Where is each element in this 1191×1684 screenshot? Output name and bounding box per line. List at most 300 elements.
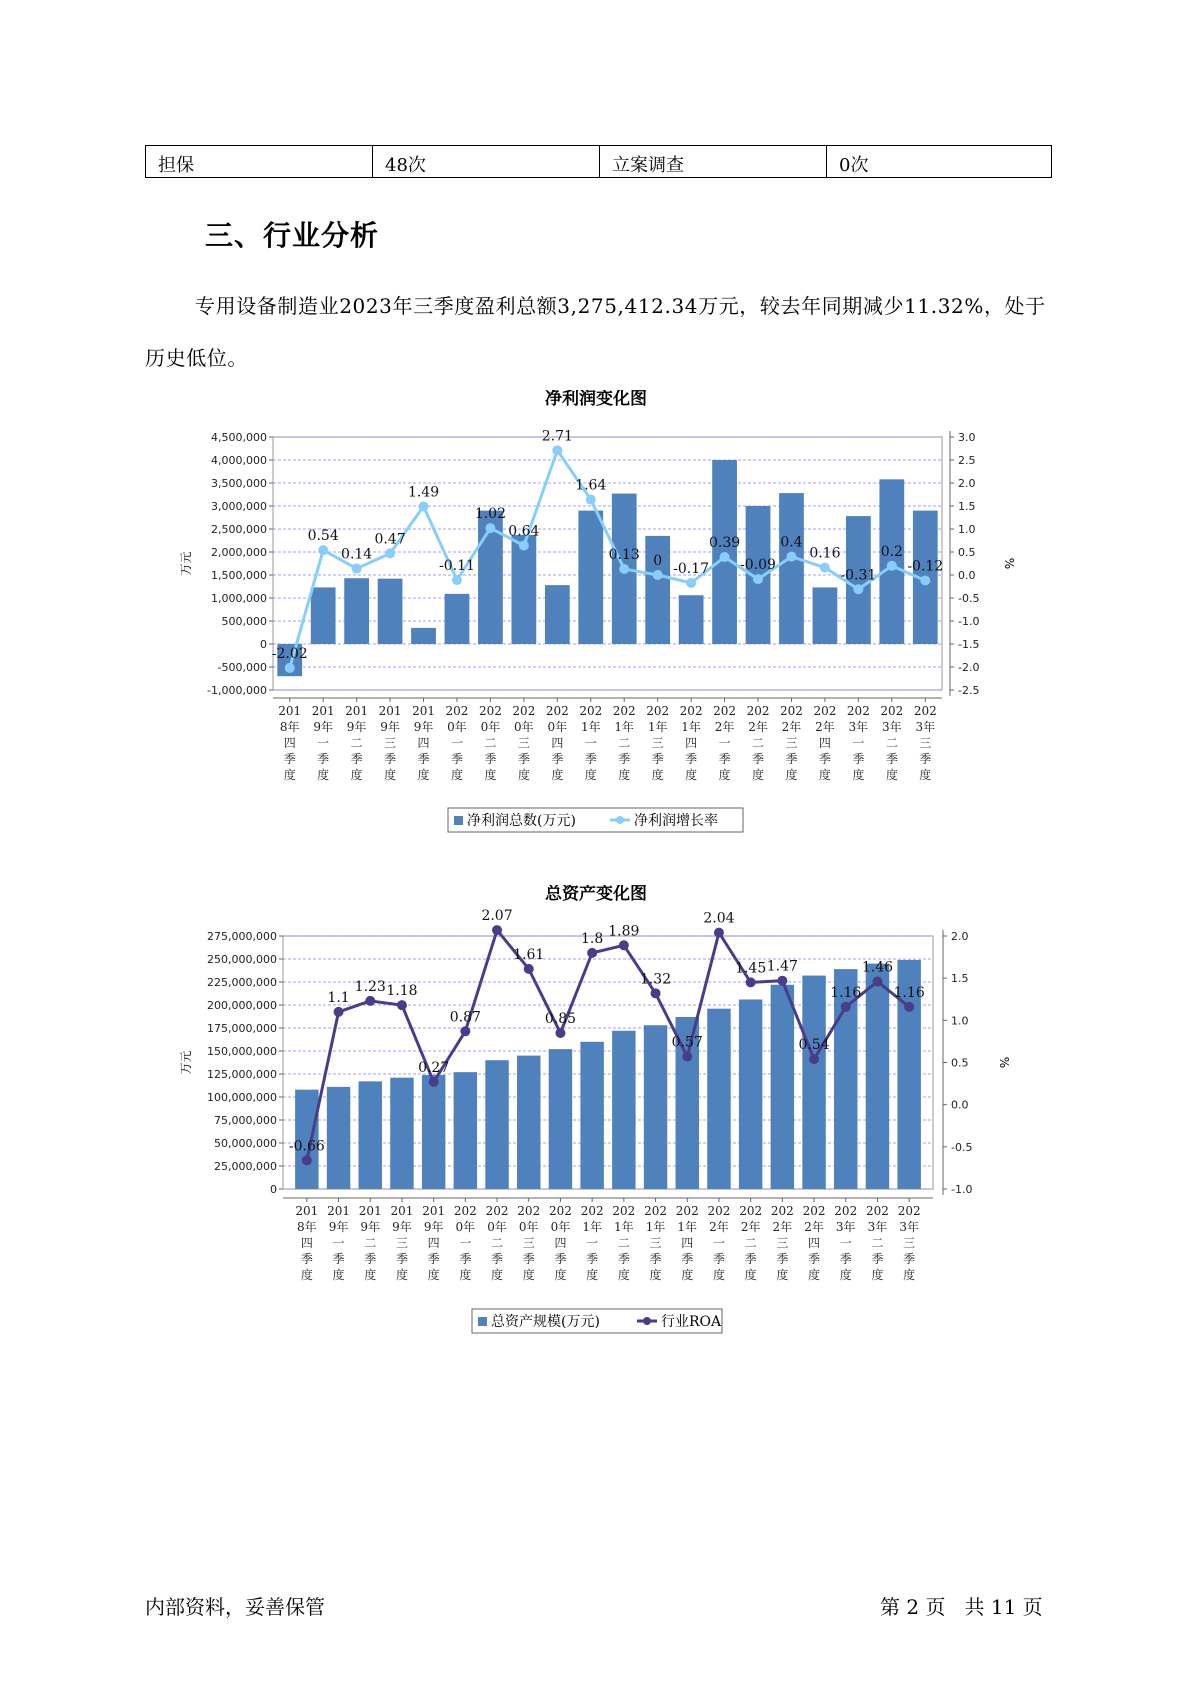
x-axis-tick-label: 一	[317, 736, 330, 750]
x-axis-tick-label: 0年	[518, 1220, 539, 1234]
data-label: 1.64	[575, 477, 607, 494]
x-axis-tick-label: 度	[554, 1268, 567, 1282]
x-axis-tick-label: 度	[617, 1268, 630, 1282]
x-axis-tick-label: 201	[278, 704, 302, 718]
table-cell-guarantee-label: 担保	[146, 146, 373, 178]
x-axis-tick-label: 度	[586, 1268, 599, 1282]
x-axis-tick-label: 度	[491, 1268, 504, 1282]
left-axis-tick-label: 100,000,000	[207, 1091, 277, 1104]
data-label: 1.16	[830, 984, 862, 1001]
bar-4	[378, 579, 403, 644]
footer-confidential-note: 内部资料，妥善保管	[145, 1595, 325, 1619]
x-axis-tick-label: 季	[681, 1252, 694, 1266]
bar-9	[549, 1049, 572, 1189]
table-cell-investigation-value: 0次	[827, 146, 1052, 178]
left-axis-tick-label: 25,000,000	[214, 1160, 277, 1173]
data-label: 0.4	[780, 534, 803, 551]
x-axis-tick-label: 度	[283, 768, 296, 782]
x-axis-tick-label: 三	[785, 736, 798, 750]
table-cell-investigation-label: 立案调查	[600, 146, 827, 178]
x-axis-tick-label: 季	[417, 752, 430, 766]
x-axis-tick-label: 202	[707, 1204, 731, 1218]
x-axis-tick-label: 3年	[835, 1220, 856, 1234]
line-point-18	[841, 1002, 851, 1012]
x-axis-tick-label: 度	[744, 1268, 757, 1282]
data-label: 1.46	[861, 959, 894, 976]
x-axis-tick-label: 3年	[915, 720, 936, 734]
x-axis-tick-label: 0年	[487, 1220, 507, 1234]
right-axis-title: %	[1002, 557, 1016, 570]
x-axis-tick-label: 度	[776, 1268, 789, 1282]
data-label: 0.39	[708, 535, 741, 552]
x-axis-tick-label: 度	[818, 768, 831, 782]
section-title: 三、行业分析	[205, 219, 380, 252]
x-axis-tick-label: 201	[345, 704, 369, 718]
x-axis-tick-label: 1年	[614, 1220, 634, 1234]
x-axis-tick-label: 度	[871, 1268, 884, 1282]
left-axis-tick-label: 3,000,000	[211, 500, 267, 513]
line-point-4	[385, 548, 395, 558]
net-profit-chart	[0, 390, 1191, 850]
x-axis-tick-label: 季	[522, 1252, 535, 1266]
x-axis-tick-label: 1年	[580, 720, 601, 734]
x-axis-tick-label: 一	[332, 1236, 345, 1250]
x-axis-tick-label: 202	[612, 1204, 636, 1218]
x-axis-tick-label: 1年	[582, 1220, 602, 1234]
x-axis-tick-label: 三	[522, 1236, 535, 1250]
right-axis-tick-label: 1.5	[958, 500, 976, 513]
x-axis-tick-label: 季	[384, 752, 397, 766]
x-axis-tick-label: 度	[808, 1268, 821, 1282]
x-axis-tick-label: 二	[484, 736, 497, 750]
data-label: 0.27	[418, 1059, 450, 1076]
x-axis-tick-label: 度	[903, 1268, 916, 1282]
x-axis-tick-label: 202	[739, 1204, 763, 1218]
data-label: 1.18	[386, 983, 418, 1000]
x-axis-tick-label: 202	[517, 1204, 541, 1218]
x-axis-tick-label: 度	[300, 1268, 313, 1282]
line-point-3	[365, 996, 375, 1006]
x-axis-tick-label: 2年	[748, 720, 768, 734]
x-axis-tick-label: 202	[485, 1204, 509, 1218]
line-point-5	[429, 1077, 439, 1087]
x-axis-tick-label: 度	[852, 768, 865, 782]
x-axis-tick-label: 三	[395, 1236, 408, 1250]
legend-bar-label: 总资产规模(万元)	[491, 1314, 600, 1330]
line-point-18	[853, 584, 863, 594]
legend-bar-swatch	[478, 1317, 487, 1326]
right-axis-tick-label: -0.5	[958, 592, 980, 605]
data-label: 0.87	[449, 1009, 481, 1026]
x-axis-tick-label: 季	[350, 752, 363, 766]
left-axis-tick-label: 3,500,000	[211, 477, 267, 490]
x-axis-tick-label: 度	[517, 768, 530, 782]
line-point-8	[524, 964, 534, 974]
x-axis-tick-label: 季	[651, 752, 664, 766]
x-axis-tick-label: 一	[712, 1236, 725, 1250]
x-axis-tick-label: 202	[512, 704, 536, 718]
x-axis-tick-label: 季	[332, 1252, 345, 1266]
left-axis-tick-label: 0	[270, 1183, 277, 1196]
line-point-6	[452, 575, 462, 585]
chart-title: 净利润变化图	[545, 390, 647, 409]
footer-page-number: 第 2 页 共 11 页	[880, 1595, 1043, 1619]
x-axis-tick-label: 一	[586, 1236, 599, 1250]
left-axis-tick-label: 150,000,000	[207, 1045, 277, 1058]
line-point-15	[746, 977, 756, 987]
line-point-19	[872, 977, 882, 987]
data-label: -0.17	[673, 560, 710, 577]
x-axis-tick-label: 季	[584, 752, 597, 766]
right-axis-tick-label: 1.0	[958, 523, 976, 536]
x-axis-tick-label: 度	[919, 768, 932, 782]
x-axis-tick-label: 度	[427, 1268, 440, 1282]
x-axis-tick-label: 202	[834, 1204, 858, 1218]
bar-8	[511, 535, 536, 644]
x-axis-tick-label: 一	[718, 736, 731, 750]
x-axis-tick-label: 季	[919, 752, 932, 766]
x-axis-tick-label: 一	[584, 736, 597, 750]
line-point-7	[485, 523, 495, 533]
x-axis-tick-label: 度	[651, 768, 664, 782]
x-axis-tick-label: 201	[378, 704, 402, 718]
x-axis-tick-label: 二	[491, 1236, 504, 1250]
left-axis-tick-label: 500,000	[221, 615, 267, 628]
x-axis-tick-label: 季	[649, 1252, 662, 1266]
bar-3	[359, 1081, 382, 1189]
line-point-3	[352, 564, 362, 574]
legend-bar-label: 净利润总数(万元)	[467, 813, 576, 829]
left-axis-tick-label: 200,000,000	[207, 999, 277, 1012]
x-axis-tick-label: 度	[522, 1268, 535, 1282]
bar-6	[445, 594, 470, 644]
left-axis-tick-label: 275,000,000	[207, 930, 277, 943]
bar-2	[311, 587, 336, 644]
x-axis-tick-label: 9年	[346, 720, 367, 734]
x-axis-tick-label: 度	[785, 768, 798, 782]
x-axis-tick-label: 202	[802, 1204, 826, 1218]
x-axis-tick-label: 季	[752, 752, 765, 766]
data-label: 1.16	[893, 984, 925, 1001]
data-label: 1.8	[581, 930, 604, 947]
data-label: 0.47	[374, 531, 406, 548]
line-point-20	[904, 1002, 914, 1012]
line-point-6	[460, 1026, 470, 1036]
x-axis-tick-label: 202	[780, 704, 803, 718]
x-axis-tick-label: 1年	[647, 720, 668, 734]
x-axis-tick-label: 二	[364, 1236, 377, 1250]
bar-12	[644, 1025, 667, 1189]
bar-7	[485, 1060, 508, 1189]
right-axis-tick-label: 0.5	[958, 546, 976, 559]
x-axis-tick-label: 度	[459, 1268, 472, 1282]
x-axis-tick-label: 季	[427, 1252, 440, 1266]
data-label: 0.57	[671, 1034, 703, 1051]
line-point-16	[777, 976, 787, 986]
x-axis-tick-label: 一	[852, 736, 865, 750]
bar-13	[679, 595, 704, 644]
x-axis-tick-label: 度	[718, 768, 731, 782]
chart-title: 总资产变化图	[545, 885, 647, 904]
x-axis-tick-label: 201	[412, 704, 435, 718]
x-axis-tick-label: 202	[478, 704, 502, 718]
x-axis-tick-label: 度	[551, 768, 564, 782]
x-axis-tick-label: 二	[744, 1236, 757, 1250]
x-axis-tick-label: 三	[903, 1236, 916, 1250]
plot-frame	[273, 437, 942, 690]
bar-10	[578, 511, 603, 644]
x-axis-tick-label: 季	[903, 1252, 916, 1266]
x-axis-tick-label: 度	[584, 768, 597, 782]
x-axis-tick-label: 季	[871, 1252, 884, 1266]
line-point-12	[651, 988, 661, 998]
bar-17	[813, 587, 838, 644]
x-axis-tick-label: 9年	[392, 1220, 412, 1234]
data-label: 2.07	[481, 908, 513, 925]
x-axis-tick-label: 季	[617, 1252, 630, 1266]
x-axis-tick-label: 四	[427, 1236, 440, 1250]
x-axis-tick-label: 一	[450, 736, 463, 750]
bar-10	[580, 1042, 603, 1189]
x-axis-tick-label: 9年	[313, 720, 333, 734]
x-axis-tick-label: 季	[283, 752, 296, 766]
x-axis-tick-label: 度	[317, 768, 330, 782]
x-axis-tick-label: 度	[618, 768, 631, 782]
x-axis-tick-label: 季	[785, 752, 798, 766]
left-axis-tick-label: 2,500,000	[211, 523, 267, 536]
x-axis-tick-label: 202	[897, 1204, 921, 1218]
x-axis-tick-label: 四	[551, 736, 564, 750]
bar-4	[390, 1078, 413, 1189]
bar-5	[422, 1075, 445, 1189]
right-axis-tick-label: -1.5	[958, 638, 980, 651]
x-axis-tick-label: 度	[685, 768, 698, 782]
x-axis-tick-label: 季	[300, 1252, 313, 1266]
bar-11	[612, 1031, 635, 1189]
x-axis-tick-label: 季	[618, 752, 631, 766]
bar-9	[545, 585, 570, 644]
x-axis-tick-label: 201	[295, 1204, 319, 1218]
x-axis-tick-label: 四	[417, 736, 430, 750]
bar-3	[344, 578, 369, 644]
line-point-2	[318, 545, 328, 555]
x-axis-tick-label: 202	[675, 1204, 699, 1218]
x-axis-tick-label: 二	[885, 736, 898, 750]
total-assets-chart	[0, 885, 1191, 1345]
x-axis-tick-label: 1年	[614, 720, 635, 734]
data-label: 0.2	[880, 543, 903, 560]
right-axis-tick-label: -2.0	[958, 661, 980, 674]
x-axis-tick-label: 季	[885, 752, 898, 766]
right-axis-tick-label: -1.0	[951, 1183, 973, 1196]
x-axis-tick-label: 四	[554, 1236, 567, 1250]
left-axis-title: 万元	[179, 1050, 193, 1075]
line-point-13	[686, 578, 696, 588]
table-row	[146, 146, 1052, 178]
line-point-7	[492, 925, 502, 935]
right-axis-tick-label: 2.5	[958, 454, 976, 467]
bar-15	[739, 999, 762, 1189]
x-axis-tick-label: 1年	[645, 1220, 666, 1234]
data-label: 1.45	[735, 960, 767, 977]
line-point-12	[653, 570, 663, 580]
data-label: 0.54	[798, 1037, 830, 1054]
x-axis-tick-label: 9年	[413, 720, 434, 734]
data-label: 1.49	[407, 484, 440, 501]
x-axis-tick-label: 0年	[455, 1220, 476, 1234]
line-point-14	[720, 552, 730, 562]
data-label: 1.02	[474, 506, 507, 523]
x-axis-tick-label: 202	[646, 704, 670, 718]
x-axis-tick-label: 3年	[882, 720, 902, 734]
x-axis-tick-label: 3年	[867, 1220, 888, 1234]
bar-19	[866, 964, 889, 1189]
x-axis-tick-label: 度	[885, 768, 898, 782]
line-point-11	[619, 940, 629, 950]
x-axis-tick-label: 四	[818, 736, 831, 750]
x-axis-tick-label: 202	[713, 704, 737, 718]
x-axis-tick-label: 三	[919, 736, 932, 750]
risk-info-table	[145, 145, 1052, 178]
x-axis-tick-label: 9年	[423, 1220, 444, 1234]
x-axis-tick-label: 一	[839, 1236, 852, 1250]
right-axis-tick-label: 1.5	[951, 972, 969, 986]
data-label: -2.02	[271, 645, 308, 662]
bar-5	[411, 628, 436, 644]
x-axis-tick-label: 度	[649, 1268, 662, 1282]
data-label: 0.13	[608, 547, 640, 564]
x-axis-tick-label: 四	[283, 736, 296, 750]
bar-14	[707, 1009, 730, 1189]
x-axis-tick-label: 四	[808, 1236, 821, 1250]
x-axis-tick-label: 202	[453, 1204, 477, 1218]
x-axis-tick-label: 季	[484, 752, 497, 766]
right-axis-tick-label: 0.0	[951, 1098, 969, 1112]
x-axis-tick-label: 二	[871, 1236, 884, 1250]
x-axis-tick-label: 度	[417, 768, 430, 782]
x-axis-tick-label: 度	[484, 768, 497, 782]
left-axis-tick-label: -500,000	[217, 661, 267, 674]
data-label: 2.04	[703, 910, 735, 927]
data-label: -0.09	[740, 557, 776, 574]
x-axis-tick-label: 0年	[480, 720, 501, 734]
x-axis-tick-label: 二	[617, 1236, 630, 1250]
x-axis-tick-label: 三	[384, 736, 397, 750]
line-point-17	[820, 563, 830, 573]
left-axis-tick-label: 50,000,000	[214, 1137, 277, 1150]
left-axis-tick-label: 125,000,000	[207, 1068, 277, 1081]
data-label: -0.31	[840, 567, 877, 584]
data-label: 0.64	[508, 523, 540, 540]
data-label: 1.89	[608, 923, 640, 940]
x-axis-tick-label: 201	[422, 1204, 446, 1218]
bar-16	[779, 493, 804, 644]
line-point-9	[555, 1028, 565, 1038]
line-point-17	[809, 1054, 819, 1064]
x-axis-tick-label: 三	[649, 1236, 662, 1250]
x-axis-tick-label: 9年	[380, 720, 400, 734]
x-axis-tick-label: 季	[517, 752, 530, 766]
x-axis-tick-label: 0年	[547, 720, 568, 734]
x-axis-tick-label: 三	[651, 736, 664, 750]
x-axis-tick-label: 二	[350, 736, 363, 750]
line-point-15	[753, 574, 763, 584]
x-axis-tick-label: 季	[364, 1252, 377, 1266]
x-axis-tick-label: 四	[685, 736, 698, 750]
x-axis-tick-label: 四	[300, 1236, 313, 1250]
x-axis-tick-label: 度	[450, 768, 463, 782]
x-axis-tick-label: 度	[839, 1268, 852, 1282]
x-axis-tick-label: 季	[395, 1252, 408, 1266]
line-point-16	[786, 552, 796, 562]
data-label: 2.71	[541, 428, 573, 445]
x-axis-tick-label: 季	[818, 752, 831, 766]
line-point-10	[586, 495, 596, 505]
x-axis-tick-label: 度	[332, 1268, 345, 1282]
x-axis-tick-label: 9年	[360, 1220, 381, 1234]
left-axis-tick-label: 75,000,000	[214, 1114, 277, 1127]
line-point-8	[519, 541, 529, 551]
data-label: 0	[653, 553, 663, 569]
x-axis-tick-label: 三	[517, 736, 530, 750]
data-label: 1.32	[639, 971, 672, 988]
x-axis-tick-label: 202	[612, 704, 636, 718]
x-axis-tick-label: 季	[718, 752, 731, 766]
left-axis-tick-label: 225,000,000	[207, 976, 277, 989]
x-axis-tick-label: 1年	[677, 1220, 698, 1234]
x-axis-tick-label: 2年	[740, 1220, 761, 1234]
data-label: 0.16	[809, 545, 841, 562]
x-axis-tick-label: 202	[846, 704, 870, 718]
x-axis-tick-label: 3年	[848, 720, 869, 734]
x-axis-tick-label: 度	[395, 1268, 408, 1282]
line-point-4	[397, 1000, 407, 1010]
x-axis-tick-label: 二	[618, 736, 631, 750]
bar-6	[454, 1072, 477, 1189]
industry-analysis-paragraph: 专用设备制造业2023年三季度盈利总额3,275,412.34万元，较去年同期减少11.32%，处于历史低位。	[145, 294, 1046, 370]
x-axis-tick-label: 8年	[297, 1220, 317, 1234]
line-point-1	[302, 1155, 312, 1165]
data-label: 0.54	[307, 528, 339, 545]
line-point-11	[619, 564, 629, 574]
legend-line-marker	[616, 816, 624, 824]
right-axis-tick-label: -1.0	[958, 615, 980, 628]
x-axis-tick-label: 季	[744, 1252, 757, 1266]
x-axis-tick-label: 季	[491, 1252, 504, 1266]
right-axis-tick-label: 3.0	[958, 431, 976, 444]
data-label: 1.61	[513, 946, 545, 963]
x-axis-tick-label: 202	[679, 704, 703, 718]
x-axis-tick-label: 季	[551, 752, 564, 766]
x-axis-tick-label: 季	[586, 1252, 599, 1266]
x-axis-tick-label: 1年	[681, 720, 701, 734]
x-axis-tick-label: 四	[681, 1236, 694, 1250]
x-axis-tick-label: 度	[384, 768, 397, 782]
data-label: 1.23	[354, 978, 386, 995]
x-axis-tick-label: 202	[865, 1204, 889, 1218]
x-axis-tick-label: 8年	[279, 720, 300, 734]
line-point-19	[887, 561, 897, 571]
x-axis-tick-label: 季	[808, 1252, 821, 1266]
line-point-10	[587, 948, 597, 958]
x-axis-tick-label: 202	[913, 704, 937, 718]
legend-line-marker	[643, 1317, 651, 1325]
right-axis-tick-label: 0.5	[951, 1056, 969, 1070]
x-axis-tick-label: 度	[712, 1268, 725, 1282]
x-axis-tick-label: 202	[644, 1204, 668, 1218]
x-axis-tick-label: 202	[746, 704, 770, 718]
x-axis-tick-label: 三	[776, 1236, 789, 1250]
